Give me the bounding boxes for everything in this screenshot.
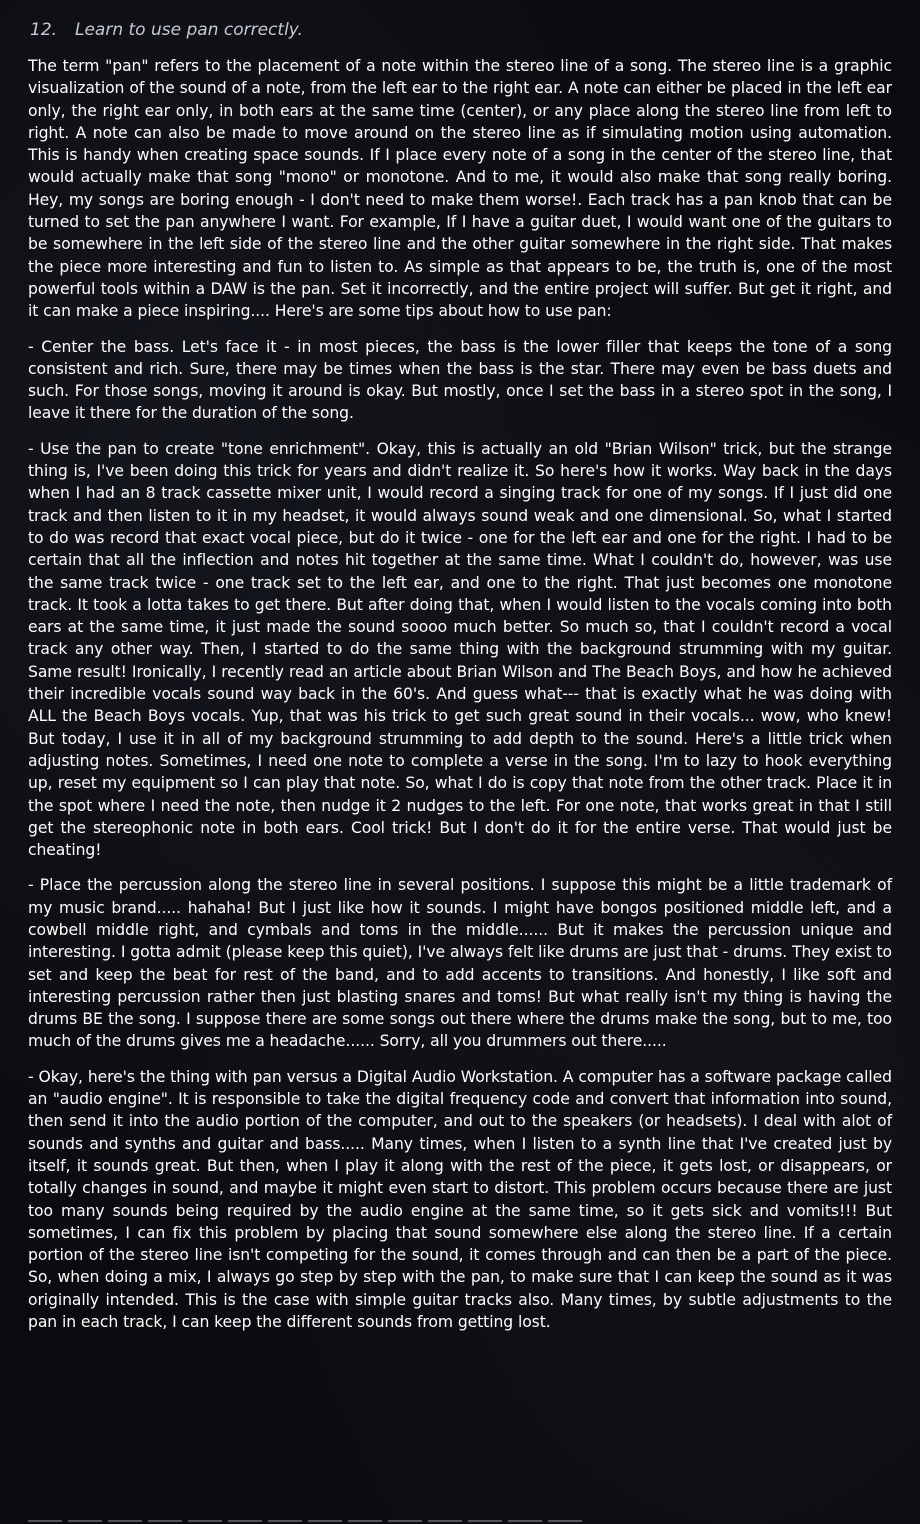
cut-off-text-line xyxy=(28,1512,588,1522)
section-title: Learn to use pan correctly. xyxy=(75,20,303,40)
article xyxy=(28,18,892,1346)
paragraph-audio-engine: - Okay, here's the thing with pan versus a Digital Audio Workstation. A computer has a software package called an "audio engine". It is responsible to take the digital frequency code and convert that information into sound, then send it into the audio portion of the computer, and out to the speakers (or headsets). I deal with alot of sounds and synths and guitar and bass..... Many times, when I listen to a synth line that I've created just by itself, it sounds great. But then, when I play it along with the rest of the piece, it gets lost, or disappears, or totally changes in sound, and maybe it might even start to distort. This problem occurs because there are just too many sounds being required by the audio engine at the same time, so it gets sick and vomits!!! But sometimes, I can fix this problem by placing that sound somewhere else along the stereo line. If a certain portion of the stereo line isn't competing for the sound, it comes through and can then be a part of the piece. So, when doing a mix, I always go step by step with the pan, to make sure that I can keep the sound as it was originally intended. This is the case with simple guitar tracks also. Many times, by subtle adjustments to the pan in each track, I can keep the different sounds from getting lost. xyxy=(28,1067,892,1332)
paragraph-tone-enrichment: - Use the pan to create "tone enrichment". Okay, this is actually an old "Brian Wilson" trick, but the strange thing is, I've been doing this trick for years and didn't realize it. So here's how it works. Way back in the days when I had an 8 track cassette mixer unit, I would record a singing track for one of my songs. If I just did one track and then listen to it in my headset, it would always sound weak and one dimensional. So, what I started to do was record that exact vocal piece, but do it twice - one for the left ear and one for the right. I had to be certain that all the inflection and notes hit together at the same time. What I couldn't do, however, was use the same track twice - one track set to the left ear, and one to the right. That just becomes one monotone track. It took a lotta takes to get there. But after doing that, when I would listen to the vocals coming into both ears at the same time, it just made the sound soooo much better. So much so, that I couldn't record a vocal track any other way. Then, I started to do the same thing with the background strumming with my guitar. Same result! Ironically, I recently read an article about Brian Wilson and The Beach Boys, and how he achieved their incredible vocals sound way back in the 60's. And guess what--- that is exactly what he was doing with ALL the Beach Boys vocals. Yup, that was his trick to get such great sound in their vocals... wow, who knew! But today, I use it in all of my background strumming to add depth to the sound. Here's a little trick when adjusting notes. Sometimes, I need one note to complete a verse in the song. I'm to lazy to hook everything up, reset my equipment so I can play that note. So, what I do is copy that note from the other track. Place it in the spot where I need the note, then nudge it 2 nudges to the left. For one note, that works great in that I still get the stereophonic note in both ears. Cool trick! But I don't do it for the entire verse. That would just be cheating! xyxy=(28,439,892,860)
paragraph-center-bass: - Center the bass. Let's face it - in most pieces, the bass is the lower filler that keeps the tone of a song consistent and rich. Sure, there may be times when the bass is the star. There may even be bass duets and such. For those songs, moving it around is okay. But mostly, once I set the bass in a stereo spot in the song, I leave it there for the duration of the song. xyxy=(28,337,892,423)
section-heading xyxy=(30,18,892,42)
paragraph-percussion: - Place the percussion along the stereo line in several positions. I suppose this might be a little trademark of my music brand..... hahaha! But I just like how it sounds. I might have bongos positioned middle left, and a cowbell middle right, and cymbals and toms in the middle...... But it makes the percussion unique and interesting. I gotta admit (please keep this quiet), I've always felt like drums are just that - drums. They exist to set and keep the beat for rest of the band, and to add accents to transitions. And honestly, I like soft and interesting percussion rather then just blasting snares and toms! But what really isn't my thing is having the drums BE the song. I suppose there are some songs out there where the drums make the song, but to me, too much of the drums gives me a headache...... Sorry, all you drummers out there..... xyxy=(28,876,892,1051)
paragraph-intro: The term "pan" refers to the placement of a note within the stereo line of a song. The stereo line is a graphic visualization of the sound of a note, from the left ear to the right ear. A note can either be placed in the left ear only, the right ear only, in both ears at the same time (center), or any place along the stereo line from left to right. A note can also be made to move around on the stereo line as if simulating motion using automation. This is handy when creating space sounds. If I place every note of a song in the center of the stereo line, that would actually make that song "mono" or monotone. And to me, it would also make that song really boring. Hey, my songs are boring enough - I don't need to make them worse!. Each track has a pan knob that can be turned to set the pan anywhere I want. For example, If I have a guitar duet, I would want one of the guitars to be somewhere in the left side of the stereo line and the other guitar somewhere in the right side. That makes the piece more interesting and fun to listen to. As simple as that appears to be, the truth is, one of the most powerful tools within a DAW is the pan. Set it incorrectly, and the entire project will suffer. But get it right, and it can make a piece inspiring.... Here's are some tips about how to use pan: xyxy=(28,57,892,321)
section-number: 12. xyxy=(30,20,58,40)
